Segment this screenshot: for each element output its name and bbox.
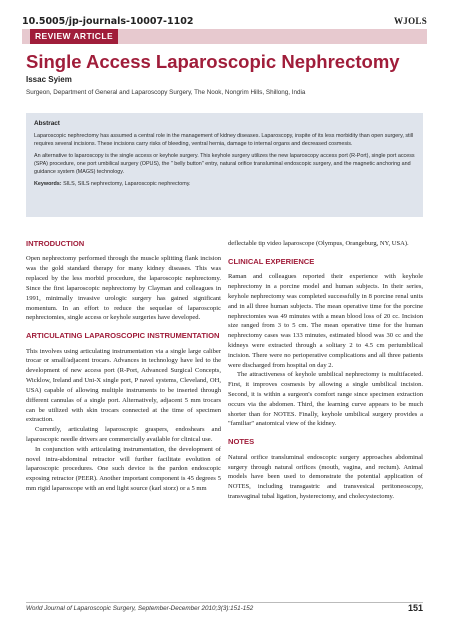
left-column <box>26 239 221 494</box>
abstract-heading: Abstract <box>34 120 60 127</box>
clinical-paragraph-1: Raman and colleagues reported their experience with keyhole nephrectomy in a porcine model and human subjects. In their series, keyhole nephrectomy was completed successfully in 8 porcine renal units and in all three human subjects. The mean operative time for the porcine nephrectomies was 49 minutes with a mean blood loss of 20 cc. Incision size ranged from 3 to 5 cm. The mean operative time for the human nephrectomy cases was 133 minutes, estimated blood was 30 cc and the kidneys were extracted through a solitary 2 to 4.5 cm periumbilical incision. There were no perioperative complications and all three patients were discharged from hospital on day 2. <box>228 273 423 369</box>
articulating-paragraph-1: This involves using articulating instrumentation via a single large caliber trocar or small/adjacent trocars. Advances in technology have led to the development of new access port (R-Port, Advanced Surgical Concepts, Wicklow, Ireland and Uni-X single port, P navel systems, Cleveland, OH, USA) capable of allowing multiple instruments to be inserted through different cannulas of a single port. Alternatively, adjacent 5 mm trocars can be utilized with skin trocars connected at the time of specimen extraction. <box>26 347 221 424</box>
footer-divider <box>26 602 423 603</box>
footer-citation: World Journal of Laparoscopic Surgery, September-December 2010;3(3):151-152 <box>26 605 254 612</box>
articulating-paragraph-3: In conjunction with articulating instrumentation, the development of novel intra-abdominal retractor will further facilitate evolution of laparoscopic procedures. One such device is the pardon endoscopic exposing retractor (PEER). Another important component is 45 degrees 5 mm rigid laparoscope with an end light source (karl storz) or a 5 mm <box>26 445 221 493</box>
keywords <box>34 180 415 188</box>
notes-paragraph: Natural orifice transluminal endoscopic surgery approaches abdominal surgery through natural orifices (mouth, vagina, and rectum). Animal models have been used to demonstrate the potential application of NOTES, including transgastric and transvesical peritoneoscopy, transvaginal tubal ligation, hysterectomy, and cholecystectomy. <box>228 453 423 501</box>
right-column <box>228 239 423 502</box>
continued-paragraph: deflectable tip video laparoscope (Olympus, Orangeburg, NY, USA). <box>228 240 409 247</box>
keywords-text: SILS, SILS nephrectomy, Laparoscopic nephrectomy. <box>63 180 191 187</box>
section-band <box>22 29 427 44</box>
heading-clinical-experience: CLINICAL EXPERIENCE <box>228 256 315 266</box>
clinical-paragraph-2: The attractiveness of keyhole umbilical nephrectomy is multifaceted. First, it improves cosmesis by allowing a single umbilical incision. Second, it is within a surgeon's comfort range since specimen extraction occurs via the abdomen. Third, the learning curve appears to be much shorter than for NOTES. Finally, keyhole umbilical surgery provides a "familiar" anatomical view of the kidney. <box>228 371 423 428</box>
articulating-paragraph-2: Currently, articulating laparoscopic graspers, endoshears and laparoscopic needle drivers are commercially available for clinical use. <box>26 426 221 443</box>
article-title: Single Access Laparoscopic Nephrectomy <box>26 51 400 72</box>
page-number: 151 <box>407 603 423 613</box>
author: Issac Syiem <box>26 75 72 84</box>
journal-abbreviation: WJOLS <box>393 16 427 26</box>
heading-articulating: ARTICULATING LAPAROSCOPIC INSTRUMENTATION <box>26 331 220 341</box>
affiliation: Surgeon, Department of General and Laparoscopy Surgery, The Nook, Nongrim Hills, Shillong, India <box>26 89 306 96</box>
keywords-label: Keywords: <box>34 180 62 187</box>
abstract-paragraph-1: Laparoscopic nephrectomy has assumed a central role in the management of kidney diseases. Laparoscopy, inspite of its less morbidity than open surgery, still requires several incisions. These incisions carry risks of bleeding, ventral hernia, damage to internal organs and decreased cosmesis. <box>34 132 414 148</box>
doi: 10.5005/jp-journals-10007-1102 <box>22 16 194 27</box>
abstract-paragraph-2: An alternative to laparoscopy is the single access or keyhole surgery. This keyhole surgery utilizes the new laparoscopy access port (R-Port), single port access (SPA) procedure, one port umbilical surgery (OPUS), the " belly button" entry, natural orifice transluminal endoscopic surgery, and the magnetic anchoring and guidance system (MAGS) technology. <box>34 152 415 176</box>
heading-introduction: INTRODUCTION <box>26 239 85 248</box>
heading-notes: NOTES <box>228 437 255 447</box>
intro-paragraph: Open nephrectomy performed through the muscle splitting flank incision was the gold standard therapy for many kidney diseases. This was replaced by the less morbid procedure, the laparoscopic nephrectomy. Since the first laparoscopic nephrectomy by Clayman and colleagues in 1991, minimally invasive urologic surgery has gained significant momentum. In an effort to reduce the sequelae of laparoscopic nephrectomies, single access or keyhole surgeries have developed. <box>26 255 221 322</box>
abstract-box <box>26 113 423 217</box>
section-label: REVIEW ARTICLE <box>30 29 118 44</box>
